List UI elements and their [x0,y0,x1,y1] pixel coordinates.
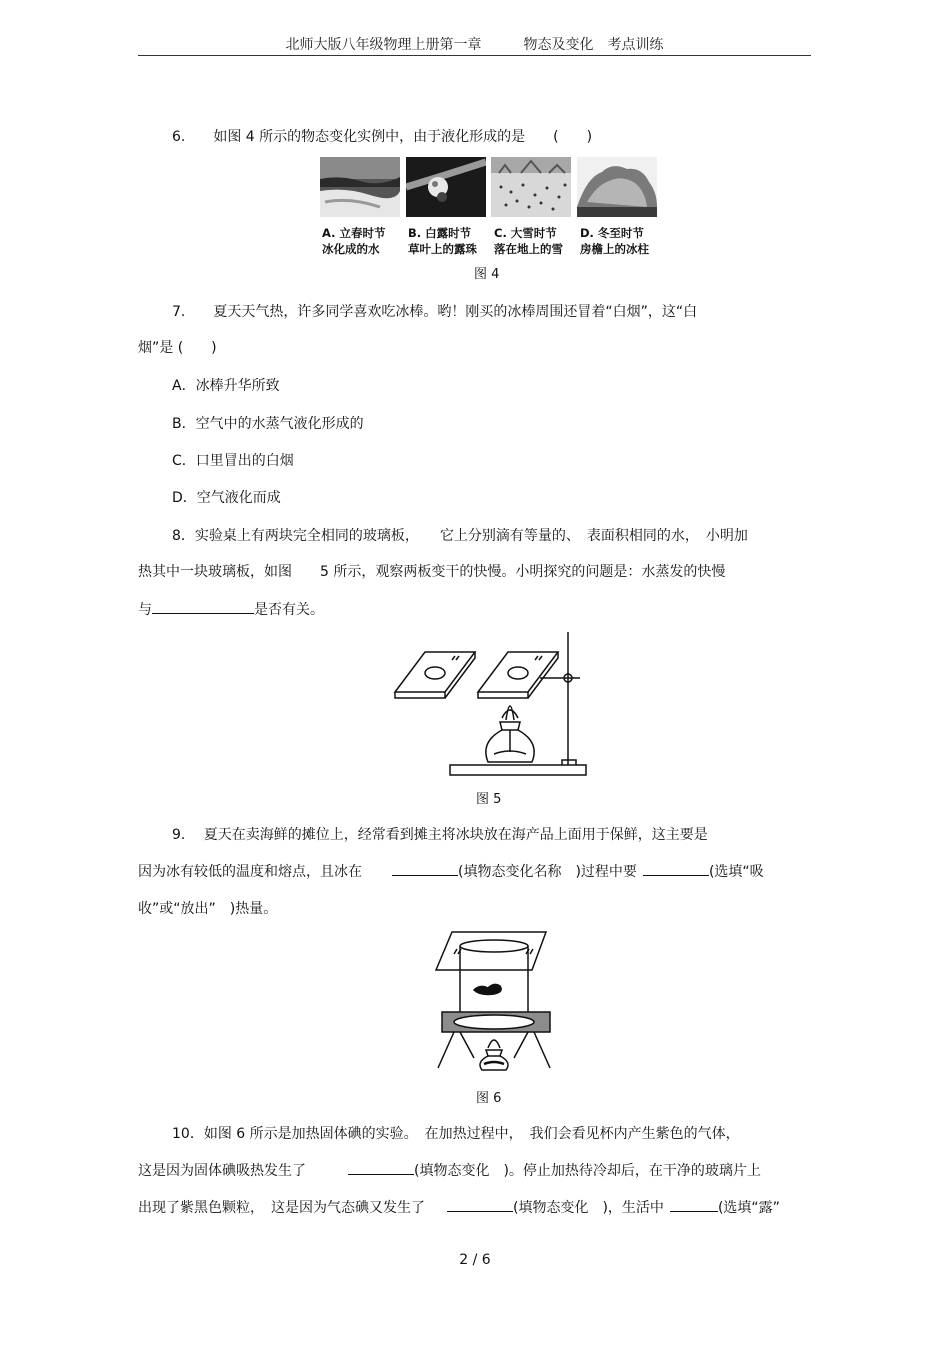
figure-6-diagram [430,928,560,1073]
q9-blank-1[interactable] [392,861,458,876]
q8-line2: 热其中一块玻璃板，如图 5 所示，观察两板变干的快慢。小明探究的问题是：水蒸发的快慢 [138,564,726,580]
q6-option-d-line1: D. 冬至时节 [580,226,644,240]
q6-option-c-line1: C. 大雪时节 [494,226,557,240]
q7-option-c: C．口里冒出的白烟 [172,453,294,469]
q8-line3-suffix: 是否有关。 [254,602,324,618]
page-number: 2 / 6 [459,1252,491,1268]
q10-line3-part-c: (选填“露” [717,1200,780,1216]
q9-line3: 收”或“放出” )热量。 [138,901,278,917]
q7-option-a: A．冰棒升华所致 [172,378,280,394]
q9-line2-part-a: 因为冰有较低的温度和熔点，且冰在 [138,864,362,880]
q9-line1: 9. 夏天在卖海鲜的摊位上，经常看到摊主将冰块放在海产品上面用于保鲜，这主要是 [172,827,708,843]
photo-dew-drop [406,157,486,217]
q10-line2 [138,1160,761,1181]
q8-line1: 8．实验桌上有两块完全相同的玻璃板， 它上分别滴有等量的、 表面积相同的水， 小明加 [172,528,748,544]
q6-option-a-line1: A. 立春时节 [322,226,386,240]
figure-5-diagram [390,630,590,780]
q6-option-b-line2: 草叶上的露珠 [408,242,477,256]
q10-blank-1[interactable] [348,1160,414,1175]
q10-blank-3[interactable] [670,1197,718,1212]
q10-line3-part-a: 出现了紫黑色颗粒， 这是因为气态碘又发生了 [138,1200,425,1216]
figure-4-caption: 图 4 [474,267,500,282]
q6-option-a-line2: 冰化成的水 [322,242,380,256]
photo-melting-ice [320,157,400,217]
q10-line3 [138,1197,780,1218]
q9-line2-part-c: (选填“吸 [708,864,764,880]
q9-blank-2[interactable] [643,861,709,876]
photo-snow-ground [491,157,571,217]
q6-option-b-line1: B. 白露时节 [408,226,472,240]
q8-line3 [138,599,324,620]
q10-line2-part-b: (填物态变化 )。停止加热待冷却后，在干净的玻璃片上 [414,1163,761,1179]
q6-option-c-line2: 落在地上的雪 [494,242,563,256]
q7-option-b: B．空气中的水蒸气液化形成的 [172,416,364,432]
q10-line2-part-a: 这是因为固体碘吸热发生了 [138,1163,306,1179]
q8-line3-prefix: 与 [138,602,152,618]
q9-line2 [138,861,764,882]
q10-line3-part-b: (填物态变化 )，生活中 [513,1200,664,1216]
q6-stem: 6. 如图 4 所示的物态变化实例中，由于液化形成的是 ( ) [172,129,593,145]
q7-option-d: D．空气液化而成 [172,490,281,506]
photo-icicles [577,157,657,217]
q7-line2: 烟”是 ( ) [138,340,217,356]
header-rule [138,55,811,56]
q9-line2-part-b: (填物态变化名称 )过程中要 [458,864,637,880]
figure-6-caption: 图 6 [476,1091,502,1106]
q6-option-d-line2: 房檐上的冰柱 [580,242,649,256]
page-header: 北师大版八年级物理上册第一章 物态及变化 考点训练 [285,37,664,53]
q10-line1: 10．如图 6 所示是加热固体碘的实验。 在加热过程中， 我们会看见杯内产生紫色的气体， [172,1126,740,1142]
q10-blank-2[interactable] [447,1197,513,1212]
figure-5-caption: 图 5 [476,792,502,807]
q7-line1: 7. 夏天天气热，许多同学喜欢吃冰棒。哟！刚买的冰棒周围还冒着“白烟”，这“白 [172,304,698,320]
q8-answer-blank[interactable] [152,599,254,614]
